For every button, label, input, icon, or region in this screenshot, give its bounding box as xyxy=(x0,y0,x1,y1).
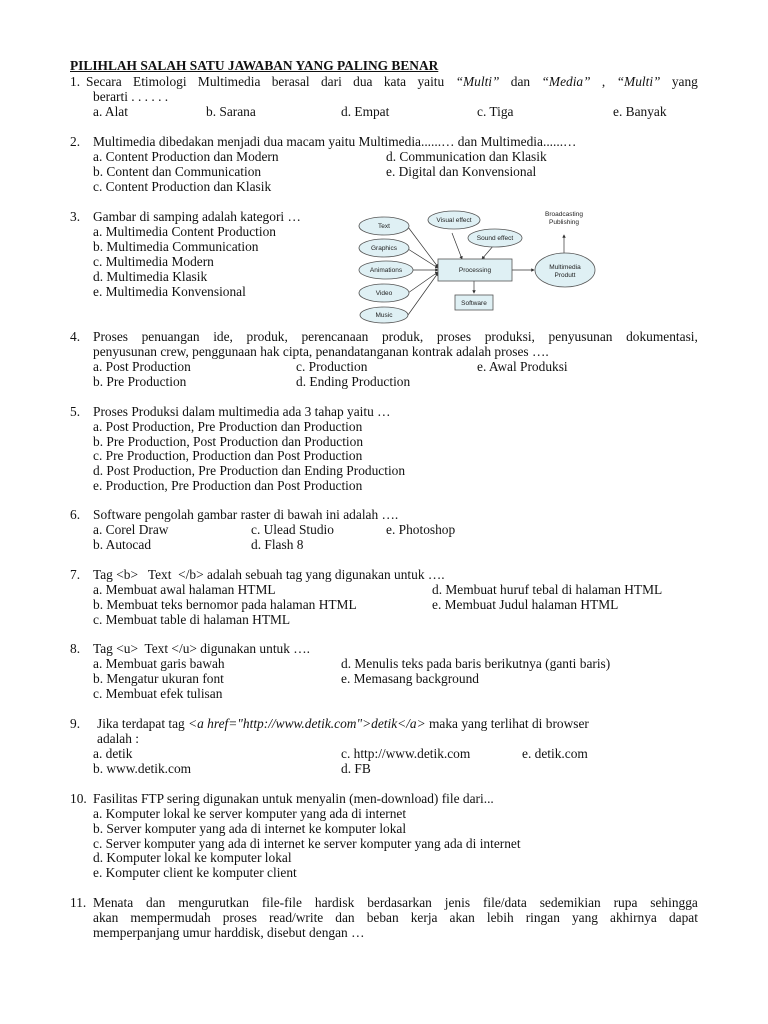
q2-text: Multimedia dibedakan menjadi dua macam yaitu Multimedia......… dan Multimedia......… xyxy=(93,134,577,149)
q11-text-line1: Menata dan mengurutkan file-file hardisk berdasarkan jenis file/data sedemikian rupa sehingga xyxy=(93,895,698,910)
q2-option-c[interactable]: c. Content Production dan Klasik xyxy=(93,179,272,194)
q11-text-line3: memperpanjang umur harddisk, disebut dengan … xyxy=(93,925,365,940)
q5-option-d[interactable]: d. Post Production, Pre Production dan Ending Production xyxy=(93,463,406,478)
q2-number: 2. xyxy=(70,134,81,149)
q5-text: Proses Produksi dalam multimedia ada 3 tahap yaitu … xyxy=(93,404,391,419)
q11-text-line2: akan mempermudah proses read/write dan beban kerja akan lebih ringan yang akhirnya dapat xyxy=(93,910,698,925)
q5-number: 5. xyxy=(70,404,81,419)
input-label-graphics: Graphics xyxy=(370,245,398,252)
q1-number: 1. xyxy=(70,74,81,89)
q6-option-e[interactable]: e. Photoshop xyxy=(386,522,456,537)
q8-option-d[interactable]: d. Menulis teks pada baris berikutnya (ganti baris) xyxy=(341,656,611,671)
q9-option-e[interactable]: e. detik.com xyxy=(522,746,588,761)
input-label-video: Video xyxy=(375,290,393,297)
q5-option-a[interactable]: a. Post Production, Pre Production dan Production xyxy=(93,419,363,434)
q1-option-c[interactable]: c. Tiga xyxy=(477,104,514,119)
q9-number: 9. xyxy=(70,716,81,731)
q2-option-d[interactable]: d. Communication dan Klasik xyxy=(386,149,547,164)
q9-text: Jika terdapat tag <a href="http://www.detik.com">detik</a> maka yang terlihat di browser xyxy=(97,716,589,731)
q10-number: 10. xyxy=(70,791,87,806)
q6-option-d[interactable]: d. Flash 8 xyxy=(251,537,304,552)
q11-number: 11. xyxy=(70,895,87,910)
q9-option-b[interactable]: b. www.detik.com xyxy=(93,761,192,776)
q8-option-a[interactable]: a. Membuat garis bawah xyxy=(93,656,225,671)
q4-option-b[interactable]: b. Pre Production xyxy=(93,374,187,389)
q10-option-a[interactable]: a. Komputer lokal ke server komputer yang ada di internet xyxy=(93,806,407,821)
q7-option-e[interactable]: e. Membuat Judul halaman HTML xyxy=(432,597,619,612)
q5-option-c[interactable]: c. Pre Production, Production dan Post Production xyxy=(93,448,363,463)
q4-option-d[interactable]: d. Ending Production xyxy=(296,374,411,389)
q7-number: 7. xyxy=(70,567,81,582)
processing-label: Processing xyxy=(458,267,492,274)
q3-option-d[interactable]: d. Multimedia Klasik xyxy=(93,269,208,284)
multimedia-diagram xyxy=(352,207,612,325)
q8-option-b[interactable]: b. Mengatur ukuran font xyxy=(93,671,224,686)
q6-option-b[interactable]: b. Autocad xyxy=(93,537,152,552)
sound-effect-label: Sound effect xyxy=(476,235,514,242)
q1-option-a[interactable]: a. Alat xyxy=(93,104,128,119)
q8-option-c[interactable]: c. Membuat efek tulisan xyxy=(93,686,223,701)
q10-option-d[interactable]: d. Komputer lokal ke komputer lokal xyxy=(93,850,292,865)
q4-text-line2: penyusunan crew, penggunaan hak cipta, penandatanganan kontrak adalah proses …. xyxy=(93,344,549,359)
publishing-label: Publishing xyxy=(549,219,579,226)
q7-option-a[interactable]: a. Membuat awal halaman HTML xyxy=(93,582,276,597)
q1-text-line2: berarti . . . . . . xyxy=(93,89,169,104)
q7-option-d[interactable]: d. Membuat huruf tebal di halaman HTML xyxy=(432,582,663,597)
q4-option-a[interactable]: a. Post Production xyxy=(93,359,191,374)
q1-text-line1: Secara Etimologi Multimedia berasal dari dua kata yaitu “Multi” dan “Media” , “Multi” yang xyxy=(86,74,698,89)
q9-option-c[interactable]: c. http://www.detik.com xyxy=(341,746,471,761)
multimedia-product-label-line2: Produtt xyxy=(554,272,576,279)
q2-option-b[interactable]: b. Content dan Communication xyxy=(93,164,262,179)
input-label-animations: Animations xyxy=(369,267,403,274)
q3-text: Gambar di samping adalah kategori … xyxy=(93,209,301,224)
q5-option-b[interactable]: b. Pre Production, Post Production dan Production xyxy=(93,434,364,449)
q3-option-c[interactable]: c. Multimedia Modern xyxy=(93,254,214,269)
q4-option-c[interactable]: c. Production xyxy=(296,359,368,374)
input-label-text: Text xyxy=(378,223,390,230)
q4-option-e[interactable]: e. Awal Produksi xyxy=(477,359,568,374)
q7-option-c[interactable]: c. Membuat table di halaman HTML xyxy=(93,612,291,627)
q6-option-c[interactable]: c. Ulead Studio xyxy=(251,522,334,537)
q3-option-e[interactable]: e. Multimedia Konvensional xyxy=(93,284,246,299)
q3-option-b[interactable]: b. Multimedia Communication xyxy=(93,239,259,254)
q6-text: Software pengolah gambar raster di bawah ini adalah …. xyxy=(93,507,399,522)
q3-number: 3. xyxy=(70,209,81,224)
q1-option-d[interactable]: d. Empat xyxy=(341,104,390,119)
page-heading: PILIHLAH SALAH SATU JAWABAN YANG PALING BENAR xyxy=(70,58,439,73)
q6-option-a[interactable]: a. Corel Draw xyxy=(93,522,169,537)
q1-option-e[interactable]: e. Banyak xyxy=(613,104,667,119)
q2-option-e[interactable]: e. Digital dan Konvensional xyxy=(386,164,537,179)
q7-option-b[interactable]: b. Membuat teks bernomor pada halaman HTML xyxy=(93,597,357,612)
q10-option-b[interactable]: b. Server komputer yang ada di internet ke komputer lokal xyxy=(93,821,407,836)
q9-option-d[interactable]: d. FB xyxy=(341,761,371,776)
q8-text: Tag <u> Text </u> digunakan untuk …. xyxy=(93,641,311,656)
q7-text: Tag <b> Text </b> adalah sebuah tag yang digunakan untuk …. xyxy=(93,567,445,582)
q9-option-a[interactable]: a. detik xyxy=(93,746,133,761)
q9-code: <a href="http://www.detik.com">detik</a> xyxy=(188,716,426,731)
q6-number: 6. xyxy=(70,507,81,522)
q2-option-a[interactable]: a. Content Production dan Modern xyxy=(93,149,279,164)
q9-text-line2: adalah : xyxy=(97,731,140,746)
q10-option-c[interactable]: c. Server komputer yang ada di internet ke server komputer yang ada di internet xyxy=(93,836,521,851)
q1-option-b[interactable]: b. Sarana xyxy=(206,104,256,119)
q4-number: 4. xyxy=(70,329,81,344)
q10-option-e[interactable]: e. Komputer client ke komputer client xyxy=(93,865,297,880)
q5-option-e[interactable]: e. Production, Pre Production dan Post Production xyxy=(93,478,363,493)
q8-number: 8. xyxy=(70,641,81,656)
software-label: Software xyxy=(461,300,487,307)
input-label-music: Music xyxy=(375,312,393,319)
q10-text: Fasilitas FTP sering digunakan untuk menyalin (men-download) file dari... xyxy=(93,791,494,806)
q3-option-a[interactable]: a. Multimedia Content Production xyxy=(93,224,276,239)
q4-text-line1: Proses penuangan ide, produk, perencanaan produk, proses produksi, penyusunan dokumentasi, xyxy=(93,329,698,344)
q8-option-e[interactable]: e. Memasang background xyxy=(341,671,479,686)
broadcasting-label: Broadcasting xyxy=(545,211,583,218)
multimedia-product-label-line1: Multimedia xyxy=(549,264,581,271)
visual-effect-label: Visual effect xyxy=(436,217,472,224)
